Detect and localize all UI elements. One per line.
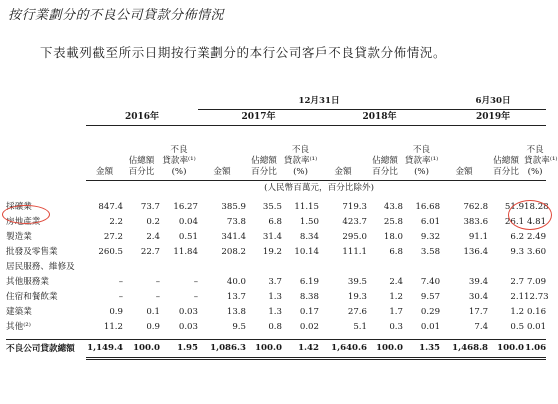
col-amount: 金額 (198, 126, 246, 181)
table-cell: 100.0 (488, 340, 524, 359)
table-cell: 1,086.3 (198, 340, 246, 359)
table-cell: 11.15 (294, 202, 319, 212)
table-row (6, 200, 546, 215)
table-cell: 0.29 (420, 307, 441, 317)
table-cell: 0.03 (178, 307, 198, 317)
table-cell: 9.57 (420, 292, 441, 302)
table-cell: 0.9 (109, 307, 123, 317)
table-cell: 0.9 (146, 322, 160, 332)
table-cell: 27.6 (347, 307, 367, 317)
table-cell: 341.4 (221, 232, 246, 242)
table-cell: 7.40 (420, 277, 441, 287)
col-npl-ratio: 不良 貸款率⁽¹⁾ (%) (160, 126, 198, 181)
table-cell: 16.68 (415, 202, 441, 212)
table-cell: 3.58 (420, 247, 441, 257)
table-cell: 40.0 (226, 277, 246, 287)
table-cell: 11.84 (173, 247, 198, 257)
table-cell: 0.16 (526, 307, 547, 317)
column-header-row (6, 126, 546, 181)
table-cell: 208.2 (221, 247, 246, 257)
table-cell: 10.14 (294, 247, 319, 257)
col-npl-ratio: 不良 貸款率⁽¹⁾ (%) (403, 126, 440, 181)
col-pct: 佔總額 百分比 (367, 126, 403, 181)
date-jun-header: 6月30日 (440, 94, 546, 110)
table-cell: 2.7 (510, 277, 525, 287)
table-cell: 0.2 (146, 217, 160, 227)
table-cell: 3.60 (526, 247, 547, 257)
table-cell: 9.32 (420, 232, 441, 242)
table-row (6, 305, 546, 320)
col-pct: 佔總額 百分比 (123, 126, 160, 181)
table-cell: 43.8 (383, 202, 403, 212)
table-cell: – (193, 292, 198, 302)
table-cell: 0.17 (299, 307, 319, 317)
table-row (6, 290, 546, 305)
table-cell: 423.7 (342, 217, 367, 227)
total-label: 不良公司貸款總額 (6, 340, 86, 359)
table-cell: 7.09 (526, 277, 547, 287)
table-cell: 1,149.4 (86, 340, 123, 359)
table-cell: 100.0 (367, 340, 403, 359)
row-label: 房地產業 (6, 217, 41, 227)
table-cell: 0.1 (146, 307, 160, 317)
table-cell: 1.50 (299, 217, 319, 227)
table-cell: 0.01 (526, 322, 547, 332)
table-cell: 2.4 (146, 232, 160, 242)
unit-note: (人民幣百萬元，百分比除外) (264, 183, 374, 193)
table-cell: 1.95 (160, 340, 198, 359)
table-cell: 260.5 (98, 247, 123, 257)
intro-paragraph: 下表載列截至所示日期按行業劃分的本行公司客戶不良貸款分佈情況。 (40, 45, 447, 60)
table-cell: 13.7 (226, 292, 246, 302)
table-cell (319, 260, 367, 275)
table-cell (86, 260, 123, 275)
year-header: 2019年 (440, 110, 546, 126)
table-cell: 5.1 (353, 322, 367, 332)
table-cell: 0.5 (510, 322, 525, 332)
table-cell: 25.8 (383, 217, 403, 227)
table-cell: 1.7 (389, 307, 403, 317)
row-label: 住宿和餐飲業 (6, 292, 58, 302)
table-cell: 0.51 (178, 232, 198, 242)
table-cell: 39.4 (468, 277, 489, 287)
row-label: 其他⁽²⁾ (6, 322, 31, 332)
table-cell: – (193, 277, 198, 287)
table-cell: 7.4 (474, 322, 489, 332)
table-cell: 6.8 (268, 217, 282, 227)
table-cell: 6.19 (299, 277, 319, 287)
table-cell: 719.3 (342, 202, 367, 212)
table-cell: 73.7 (140, 202, 160, 212)
col-amount: 金額 (86, 126, 123, 181)
date-dec-header: 12月31日 (198, 94, 440, 110)
table-cell: 847.4 (98, 202, 123, 212)
table-cell: 2.1 (510, 292, 525, 302)
table-cell: 1,468.8 (440, 340, 488, 359)
table-cell (160, 260, 198, 275)
year-header: 2018年 (319, 110, 440, 126)
table-cell: 295.0 (342, 232, 367, 242)
table-cell: 30.4 (468, 292, 489, 302)
table-cell: 12.73 (524, 292, 549, 302)
table-cell: 13.8 (226, 307, 246, 317)
table-cell: 0.04 (178, 217, 198, 227)
table-cell: 1.35 (403, 340, 440, 359)
table-cell: 6.01 (420, 217, 441, 227)
unit-row (6, 181, 546, 197)
table-cell: 762.8 (463, 202, 489, 212)
table-cell: 27.2 (103, 232, 123, 242)
table-cell: 3.7 (268, 277, 282, 287)
table-cell: 16.27 (173, 202, 198, 212)
table-cell (524, 260, 546, 275)
table-cell: 0.01 (420, 322, 441, 332)
table-cell: 73.8 (226, 217, 246, 227)
table-cell: 9.5 (232, 322, 246, 332)
table-cell: 2.4 (389, 277, 403, 287)
table-cell (246, 260, 282, 275)
table-row (6, 245, 546, 260)
table-cell: 1.2 (389, 292, 403, 302)
col-pct: 佔總額 百分比 (246, 126, 282, 181)
col-pct: 佔總額 百分比 (488, 126, 524, 181)
table-cell: 31.4 (262, 232, 282, 242)
col-amount: 金額 (319, 126, 367, 181)
table-cell (367, 260, 403, 275)
year-header: 2017年 (198, 110, 319, 126)
col-npl-ratio: 不良 貸款率⁽¹⁾ (%) (524, 126, 546, 181)
table-cell: 11.2 (103, 322, 123, 332)
table-cell: 6.2 (510, 232, 525, 242)
table-cell: 8.34 (299, 232, 319, 242)
table-cell: 383.6 (463, 217, 489, 227)
table-cell: 100.0 (123, 340, 160, 359)
col-npl-ratio: 不良 貸款率⁽¹⁾ (%) (282, 126, 319, 181)
table-cell: 8.38 (299, 292, 319, 302)
table-row (6, 215, 546, 230)
table-cell: 385.9 (221, 202, 246, 212)
table-cell: 26.1 (504, 217, 525, 227)
table-cell (488, 260, 524, 275)
table-cell: 2.49 (526, 232, 547, 242)
table-row (6, 260, 546, 275)
table-cell: 0.3 (389, 322, 403, 332)
table-cell: 4.81 (526, 217, 547, 227)
table-cell: 18.0 (383, 232, 403, 242)
table-cell: 1.42 (282, 340, 319, 359)
row-label: 其他服務業 (6, 277, 49, 287)
table-cell: 1.3 (268, 292, 282, 302)
year-header-row (6, 110, 546, 126)
table-cell: 100.0 (246, 340, 282, 359)
table-cell (123, 260, 160, 275)
table-row (6, 320, 546, 335)
table-cell: 22.7 (140, 247, 160, 257)
table-cell: 0.03 (178, 322, 198, 332)
table-cell: 19.2 (262, 247, 282, 257)
total-row (6, 340, 546, 359)
table-cell: 1.06 (524, 340, 546, 359)
row-label: 批發及零售業 (6, 247, 58, 257)
table-cell: 17.7 (468, 307, 489, 317)
table-cell: 91.1 (468, 232, 489, 242)
table-cell (282, 260, 319, 275)
npl-industry-table (6, 94, 558, 360)
table-cell (198, 260, 246, 275)
table-cell: 1.3 (268, 307, 282, 317)
table-cell: 0.02 (299, 322, 319, 332)
table-cell: 19.3 (347, 292, 367, 302)
table-cell: 111.1 (342, 247, 367, 257)
table-cell: – (118, 277, 123, 287)
table-cell: 39.5 (347, 277, 367, 287)
table-row (6, 275, 546, 290)
row-label: 採礦業 (6, 202, 32, 212)
table-cell: 51.9 (504, 202, 525, 212)
table-cell: – (118, 292, 123, 302)
year-header: 2016年 (86, 110, 198, 126)
table-cell: 0.8 (268, 322, 282, 332)
table-cell: 35.5 (262, 202, 282, 212)
table-cell (440, 260, 488, 275)
table-cell: 2.2 (109, 217, 123, 227)
table-cell: – (155, 292, 160, 302)
section-title: 按行業劃分的不良公司貸款分佈情況 (8, 8, 225, 23)
row-label: 建築業 (6, 307, 32, 317)
table-cell: – (155, 277, 160, 287)
table-cell (403, 260, 440, 275)
table-cell: 18.28 (524, 202, 549, 212)
row-label: 居民服務、維修及 (6, 262, 75, 272)
table-cell: 1.2 (510, 307, 525, 317)
date-header-row (6, 94, 546, 110)
table-cell: 6.8 (389, 247, 403, 257)
row-label: 製造業 (6, 232, 32, 242)
table-cell: 136.4 (463, 247, 489, 257)
table-cell: 9.3 (510, 247, 525, 257)
table-cell: 1,640.6 (319, 340, 367, 359)
table-row (6, 230, 546, 245)
col-amount: 金額 (440, 126, 488, 181)
